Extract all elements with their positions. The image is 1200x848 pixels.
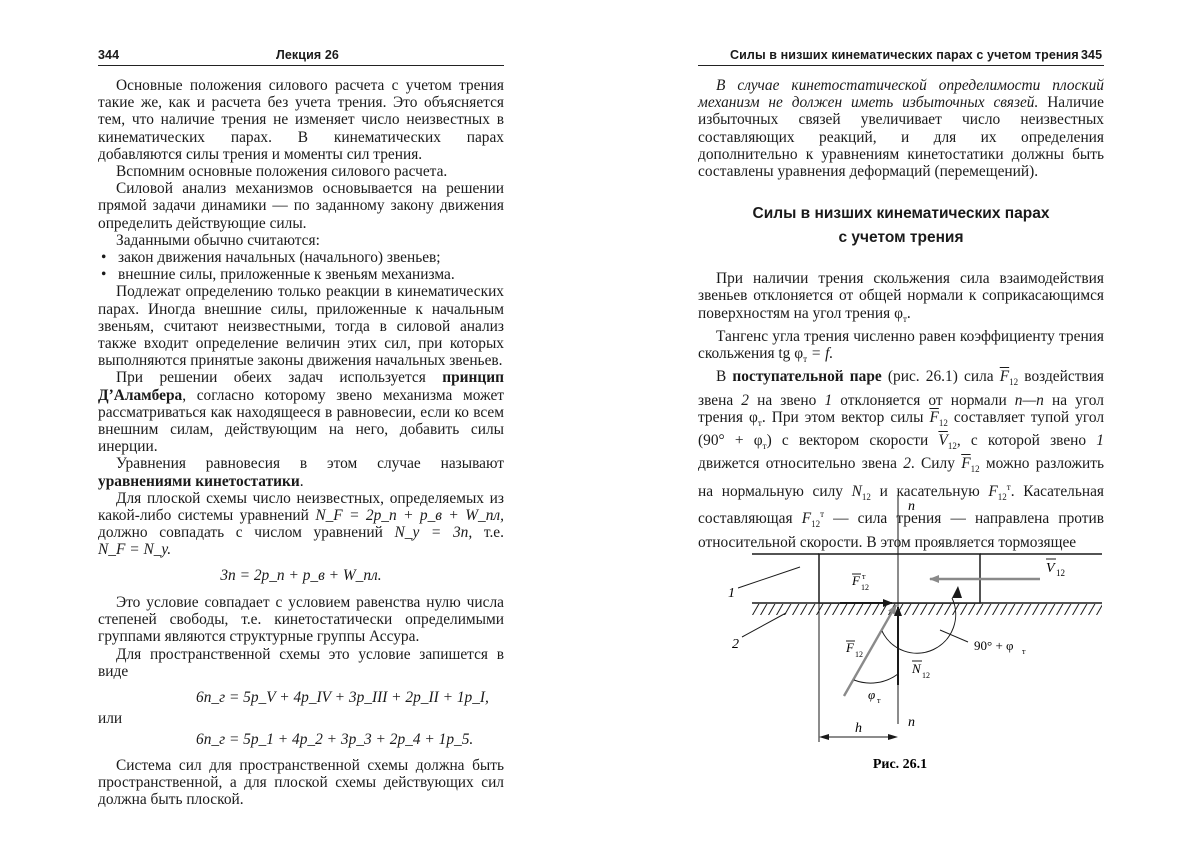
label-n-top: n [908, 499, 915, 514]
formula-eq: N_F = N_у. [98, 541, 172, 559]
formula-spatial-2: 6n_г = 5p_1 + 4p_2 + 3p_3 + 2p_4 + 1p_5. [196, 731, 474, 749]
paragraph-dalembert: При решении обеих задач используется принцип Д’Аламбера, согласно которому звено механизма может рассматриваться как находящееся в равновесии, если ко всем внешним силам, действующим на него, добавить силы инерции. [98, 369, 504, 456]
leader-link-1 [738, 567, 800, 588]
list-item: • закон движения начальных (начального) звеньев; [98, 249, 504, 266]
paragraph: Вспомним основные положения силового расчета. [116, 163, 448, 181]
figure-prismatic-pair [600, 0, 1200, 848]
paragraph-tangent: Тангенс угла трения численно равен коэффициенту трения скольжения tg $\varphi_т = f$. [698, 327, 1104, 365]
label-f12t-sup: т [862, 572, 866, 581]
word-or: или [98, 710, 123, 728]
formula-spatial-1: 6n_г = 5p_V + 4p_IV + 3p_III + 2p_II + 1p_I, [196, 688, 489, 706]
formula-main: 3n = 2p_п + p_в + W_пл. [220, 566, 382, 584]
angle-arc-friction [854, 674, 898, 683]
right-page [600, 0, 1200, 848]
paragraph: Система сил для пространственной схемы должна быть пространственной, а для плоской схемы действующих сил должна быть плоской. [98, 756, 504, 808]
label-f12t-sub: 12 [861, 583, 869, 592]
label-f12t: F [852, 573, 860, 588]
list-item: • внешние силы, приложенные к звеньям механизма. [98, 266, 504, 283]
ground-hatching [752, 604, 1102, 615]
left-body-text [98, 77, 504, 808]
leader-link-2 [742, 613, 786, 637]
label-angle: 90° + φ [974, 638, 1014, 653]
paragraph: Заданными обычно считаются: [116, 231, 320, 249]
label-n12-sub: 12 [922, 671, 930, 680]
label-phi: φ [868, 687, 876, 702]
term-kinetostatics: уравнениями кинетостатики [98, 472, 300, 490]
paragraph: Подлежат определению только реакции в кинематических парах. Иногда внешние силы, приложенные к начальным звеньям, считают неизвестными, тогда в силовой анализ также входит определение величин этих сил, при которых выполняются принятые законы движения начальных звеньев. [98, 283, 504, 370]
right-page-number: 345 [1081, 48, 1103, 62]
label-f12: F [846, 640, 854, 655]
label-f12-sub: 12 [855, 650, 863, 659]
left-running-head: Лекция 26 [276, 48, 339, 62]
paragraph-kinetostatics: Уравнения равновесия в этом случае называют уравнениями кинетостатики. [98, 455, 504, 490]
bullet-list [98, 249, 504, 283]
dimension-arrow-right [888, 734, 898, 740]
label-angle-sub: т [1022, 647, 1026, 656]
figure-caption: Рис. 26.1 [872, 757, 928, 772]
paragraph: Силовой анализ механизмов основывается на решении прямой задачи динамики — по заданному закону движения определить действующие силы. [98, 180, 504, 232]
label-h: h [855, 721, 862, 736]
formula-nf: N_F = 2p_п + p_в + W_пл, [315, 507, 504, 525]
dimension-arrow-left [819, 734, 829, 740]
paragraph-planar: Для плоской схемы число неизвестных, определяемых из какой-либо системы уравнений N_F = 2p_п + p_в + W_пл, должно совпадать с числом уравнений N_у = 3n, т.е. N_F = N_у. [98, 489, 504, 559]
paragraph-prismatic: В поступательной паре (рис. 26.1) сила $\overline{F}_{12}$ воздействия звена 2 на звено 1 отклоняется от нормали n—n на угол трения $\varphi_т$. При этом вектор силы $\overline{F}_{12}$ составляет тупой угол $(90^\circ + \varphi_т)$ с вектором скорости $\overline{V}_{12}$, с которой звено 1 движется относительно звена 2. Силу $\overline{F}_{12}$ можно разложить на нормальную силу $N_{12}$ и касательную $F_{12}^т$. Касательная составляющая $F_{12}^т$ — сила трения — направлена против относительной скорости. В этом проявляется тормозящее [698, 368, 1105, 551]
paragraph: Основные положения силового расчета с учетом трения такие же, как и расчета без учета трения. Это объясняется тем, что наличие трения не изменяет число неизвестных в кинематических парах. В кинематических парах добавляются силы трения и моменты сил трения. [98, 77, 504, 163]
term-dalembert: принцип Д’Аламбера [98, 369, 504, 404]
label-link-1: 1 [728, 586, 735, 601]
paragraph: Это условие совпадает с условием равенства нулю числа степеней свободы, т.е. кинетостатически определимыми группами являются структурные группы Ассура. [98, 593, 504, 646]
label-phi-sub: т [877, 696, 881, 705]
label-n12: N [912, 661, 921, 676]
label-v12: V [1046, 561, 1055, 576]
left-page-number: 344 [98, 48, 120, 62]
right-running-head: Силы в низших кинематических парах с учетом трения [730, 48, 1079, 62]
left-header-rule [98, 65, 504, 66]
formula-ny: N_у = 3n, [394, 524, 473, 542]
paragraph-friction: При наличии трения скольжения сила взаимодействия звеньев отклоняется от общей нормали к соприкасающимся поверхностям на угол трения $\varphi_т$. [698, 270, 1104, 324]
paragraph-intro: В случае кинетостатической определимости плоский механизм не должен иметь избыточных связей. Наличие избыточных связей увеличивает число неизвестных составляющих реакций, и для их определения дополнительно к уравнениям кинетостатики должны быть составлены уравнения деформаций (перемещений). [698, 77, 1104, 181]
section-title: Силы в низших кинематических парах с учетом трения [752, 205, 1050, 247]
leader-angle [940, 630, 968, 642]
label-v12-sub: 12 [1056, 568, 1065, 578]
label-n-bottom: n [908, 715, 915, 730]
paragraph: Для пространственной схемы это условие запишется в виде [98, 645, 504, 680]
label-link-2: 2 [732, 637, 739, 652]
